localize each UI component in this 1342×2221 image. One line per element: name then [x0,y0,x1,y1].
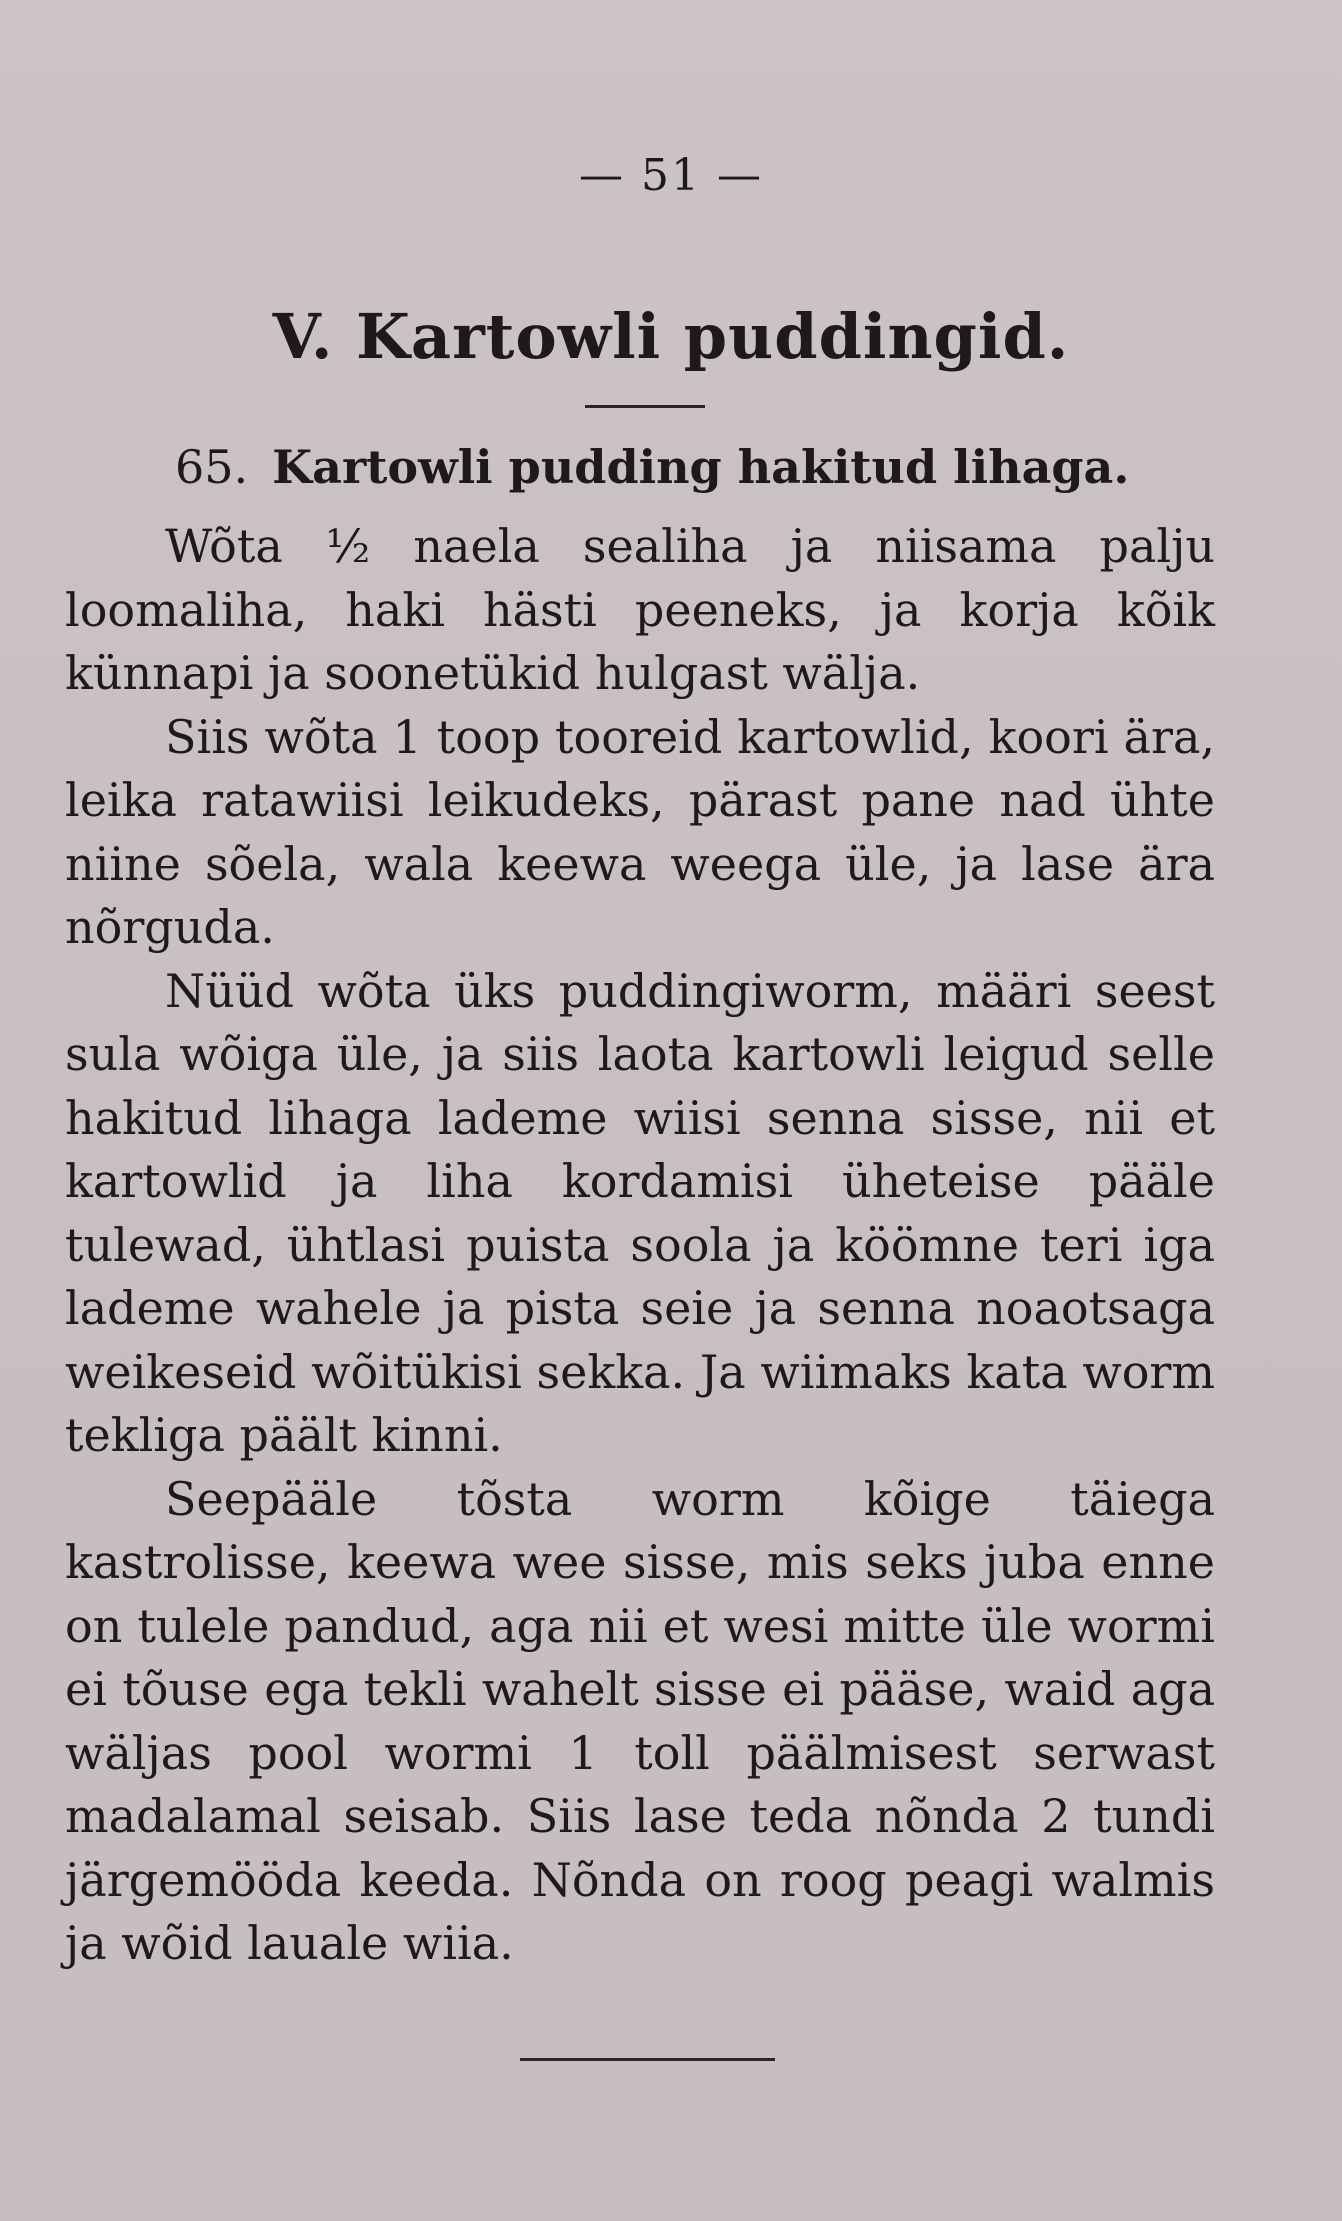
page-number: — 51 — [579,150,763,201]
recipe-paragraph: Siis wõta 1 toop tooreid kartowlid, koori ära, leika ratawiisi leikudeks, pärast pane nad ühte niine sõela, wala keewa weega üle, ja lase ära nõrguda. [65,709,1215,954]
recipe-body [65,515,1215,1976]
recipe-paragraph: Wõta ½ naela sealiha ja niisama palju loomaliha, haki hästi peeneks, ja korja kõik künnapi ja soonetükid hulgast wälja. [65,519,1215,700]
title-divider [585,405,705,408]
recipe-heading [175,440,1225,494]
recipe-paragraph: Nüüd wõta üks puddingiworm, määri seest sula wõiga üle, ja siis laota kartowli leigud selle hakitud lihaga lademe wiisi senna sisse, nii et kartowlid ja liha kordamisi üheteise pääle tulewad, ühtlasi puista soola ja köömne teri iga lademe wahele ja pista seie ja senna noaotsaga weikeseid wõitükisi sekka. Ja wiimaks kata worm tekliga päält kinni. [65,963,1215,1462]
recipe-title: Kartowli pudding hakitud lihaga. [272,440,1130,494]
end-divider [520,2058,775,2061]
recipe-paragraph: Seepääle tõsta worm kõige täiega kastrolisse, keewa wee sisse, mis seks juba enne on tulele pandud, aga nii et wesi mitte üle wormi ei tõuse ega tekli wahelt sisse ei pääse, waid aga wäljas pool wormi 1 toll päälmisest serwast madalamal seisab. Siis lase teda nõnda 2 tundi järgemööda keeda. Nõnda on roog peagi walmis ja wõid lauale wiia. [65,1471,1215,1970]
recipe-number: 65. [175,440,249,494]
chapter-title: V. Kartowli puddingid. [272,300,1070,373]
